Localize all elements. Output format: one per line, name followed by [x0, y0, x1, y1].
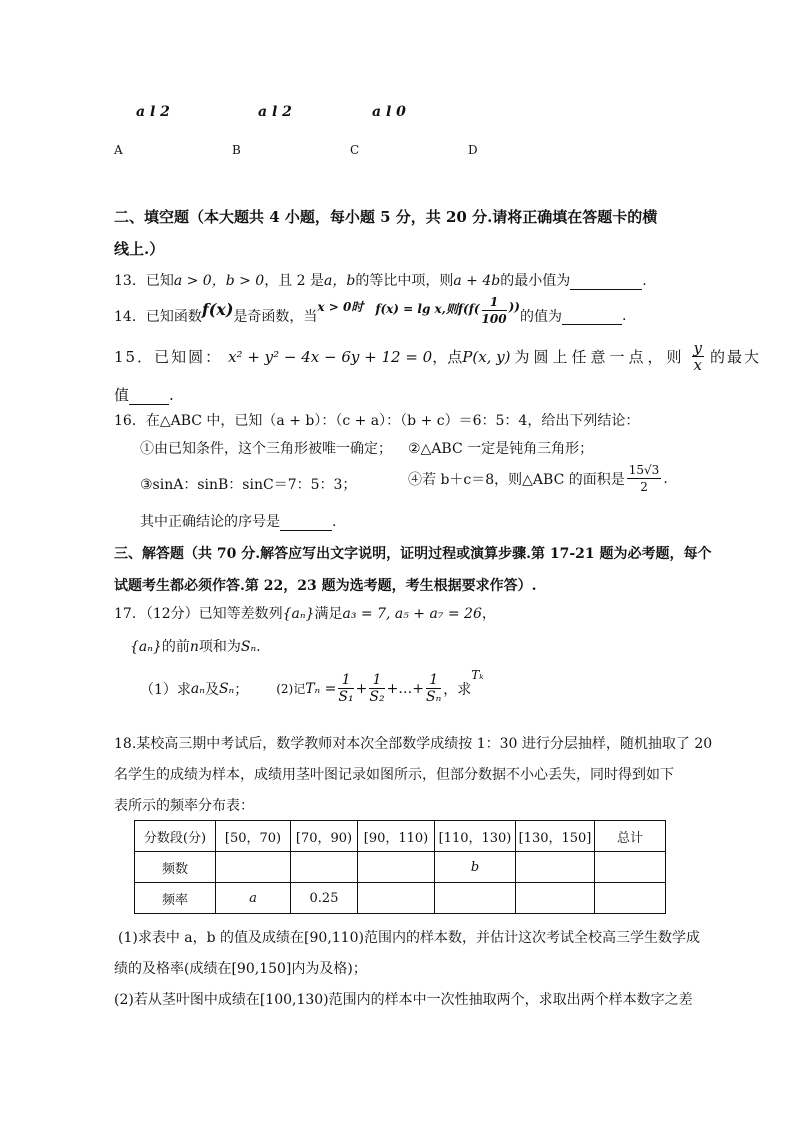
q16-c4-fraction	[627, 462, 662, 495]
q17-text-1: 17．（12分）已知等差数列	[114, 606, 283, 622]
q18-part2-line1: (2)若从茎叶图中成绩在[100,130)范围内的样本中一次性抽取两个，求取出两个样本数字之差	[114, 992, 693, 1008]
q17-tk: Tₖ	[471, 668, 484, 682]
q17-frac-1	[338, 672, 353, 705]
q13-condition: a > 0，b > 0	[173, 273, 265, 289]
q16-c4-text: ④若 b＋c＝8，则△ABC 的面积是	[408, 471, 625, 488]
q15-frac-num: y	[693, 339, 703, 357]
q17-seq2: {aₙ}	[130, 639, 162, 655]
question-14	[114, 295, 627, 327]
option-fragment-1: a l 2	[136, 104, 170, 120]
table-header-cell: 分数段(分)	[135, 821, 216, 852]
q17-frac3-den: Sₙ	[426, 689, 442, 705]
q17-part2-text: (2)记	[276, 682, 306, 696]
q17-frac2-num: 1	[369, 672, 384, 689]
q17-sn2: Sₙ	[218, 680, 235, 697]
table-cell	[595, 852, 666, 883]
q17-line2	[130, 636, 261, 656]
q16-ask-end: .	[332, 514, 337, 530]
q13-text-2: ，且 2 是	[264, 273, 325, 289]
table-cell	[291, 852, 358, 883]
q15-equation: x² + y² − 4x − 6y + 12 = 0	[228, 347, 433, 366]
q17-sequence: {aₙ}	[282, 606, 315, 622]
q18-line1: 18.某校高三期中考试后，数学教师对本次全部数学成绩按 1：30 进行分层抽样，随机抽取了 20	[114, 736, 713, 752]
q13-expr: a + 4b	[453, 273, 501, 289]
q17-text-6: .	[256, 639, 261, 655]
table-cell	[216, 852, 291, 883]
table-header-cell: [110，130)	[435, 821, 516, 852]
q15-answer-blank	[129, 386, 169, 405]
q13-text-1: 13．已知	[114, 273, 174, 289]
table-cell	[595, 883, 666, 914]
table-cell: 频数	[135, 852, 216, 883]
table-cell: 频率	[135, 883, 216, 914]
q18-line3: 表所示的频率分布表：	[114, 798, 254, 814]
q17-line1	[114, 603, 496, 623]
q18-line2: 名学生的成绩为样本，成绩用茎叶图记录如图所示，但部分数据不小心丢失，同时得到如下	[114, 767, 674, 783]
section3-heading-line1: 三、解答题（共 70 分.解答应写出文字说明，证明过程或演算步骤.第 17-21 题为必考题，每个	[114, 546, 712, 562]
frequency-distribution-table	[134, 820, 666, 914]
table-cell	[358, 883, 435, 914]
q15-text-4: 的最大	[710, 348, 762, 366]
table-cell: 0.25	[291, 883, 358, 914]
q17-frac3-num: 1	[426, 672, 441, 689]
q14-condition: x > 0时	[317, 300, 364, 314]
table-header-cell: 总计	[595, 821, 666, 852]
table-header-cell: [90，110)	[358, 821, 435, 852]
choice-label-d: D	[468, 143, 478, 157]
q16-ask-text: 其中正确结论的序号是	[140, 514, 280, 530]
q16-answer-blank	[280, 514, 332, 531]
table-header-row	[135, 821, 666, 852]
q17-plus2: +…+	[386, 680, 425, 697]
table-cell: a	[216, 883, 291, 914]
q16-c4-num: 15√3	[628, 463, 660, 477]
section2-heading-line2: 线上.）	[114, 240, 165, 258]
q16-c4-end: .	[663, 470, 668, 487]
q14-text-2: 是奇函数，当	[233, 309, 318, 325]
q17-ask: ，求	[443, 681, 472, 698]
q13-text-3: 的等比中项，则	[355, 273, 454, 289]
q14-text-1: 14．已知函数	[114, 309, 202, 325]
q18-part1-line2: 绩的及格率(成绩在[90,150]内为及格)；	[114, 961, 367, 977]
q17-part1-text: （1）求	[140, 681, 191, 698]
q17-sn: Sₙ	[240, 639, 257, 655]
q17-semicolon: ；	[234, 681, 249, 698]
table-cell	[358, 852, 435, 883]
q15-text-2: ，点	[432, 348, 463, 366]
table-header-cell: [70，90)	[291, 821, 358, 852]
q17-subquestions	[140, 668, 484, 705]
table-header-cell: [50，70)	[216, 821, 291, 852]
q13-vars: a，b	[324, 273, 356, 289]
q15-text-5: 值	[114, 386, 130, 404]
q15-point: P(x, y)	[462, 347, 511, 366]
option-fragment-3: a l 0	[372, 104, 406, 120]
q14-frac-den: 100	[481, 312, 507, 326]
q16-ask	[140, 511, 336, 531]
q17-frac1-num: 1	[338, 672, 353, 689]
q17-text-3: ，	[481, 606, 496, 622]
choice-label-b: B	[232, 143, 241, 157]
q14-fx: f(x)	[201, 300, 234, 319]
q17-frac-3	[426, 672, 441, 705]
table-cell	[435, 883, 516, 914]
q15-text-1: 15．已知圆：	[114, 348, 223, 366]
choice-label-c: C	[350, 143, 360, 157]
q14-fraction	[482, 294, 507, 327]
table-row	[135, 883, 666, 914]
q17-an: aₙ	[190, 680, 205, 697]
section2-heading-line1: 二、填空题（本大题共 4 小题，每小题 5 分，共 20 分.请将正确填在答题卡的横	[114, 208, 658, 226]
q16-conclusion-1: ①由已知条件，这个三角形被唯一确定；	[140, 441, 392, 457]
question-13	[114, 270, 647, 290]
q16-conclusion-2: ②△ABC 一定是钝角三角形；	[408, 441, 594, 457]
q17-frac1-den: S₁	[338, 689, 354, 705]
q15-text-3: 为圆上任意一点，则	[514, 348, 686, 366]
table-row	[135, 852, 666, 883]
q16-c4-den: 2	[640, 480, 648, 494]
q16-conclusion-3: ③sinA：sinB：sinC＝7：5：3；	[140, 477, 357, 493]
option-fragment-2: a l 2	[258, 104, 292, 120]
table-header-cell: [130，150]	[516, 821, 595, 852]
q14-definition: f(x) = lg x,则f(f(	[375, 302, 480, 316]
q17-plus1: +	[355, 680, 368, 697]
q13-end: .	[642, 273, 647, 289]
q14-end: .	[621, 308, 627, 324]
q14-answer-blank	[562, 308, 622, 325]
choice-label-a: A	[114, 143, 123, 157]
q17-frac-2	[369, 672, 384, 705]
q15-fraction	[692, 340, 704, 373]
question-15-cont	[114, 384, 174, 405]
q17-text-5: 项和为	[198, 639, 241, 655]
table-cell: b	[435, 852, 516, 883]
q17-text-4: 的前	[161, 639, 190, 655]
question-15	[114, 340, 761, 373]
table-cell	[516, 883, 595, 914]
q16-conclusion-4	[408, 462, 668, 495]
q18-part1-line1: (1)求表中 a，b 的值及成绩在[90,110)范围内的样本数，并估计这次考试全校高三学生数学成	[118, 930, 700, 946]
q17-n: n	[189, 639, 199, 655]
q14-close: ))	[508, 300, 520, 314]
table-cell	[516, 852, 595, 883]
q13-text-4: 的最小值为	[500, 273, 571, 289]
q14-text-3: 的值为	[519, 309, 562, 325]
q16-stem: 16．在△ABC 中，已知（a + b）：（c + a）：（b + c）＝6：5：4，给出下列结论：	[114, 413, 640, 429]
q17-text-2: 满足	[314, 606, 343, 622]
q14-frac-num: 1	[482, 294, 507, 311]
q17-condition: a₃ = 7, a₅ + a₇ = 26	[342, 606, 482, 622]
q13-answer-blank	[570, 273, 642, 290]
section3-heading-line2: 试题考生都必须作答.第 22，23 题为选考题，考生根据要求作答）.	[114, 578, 537, 594]
q17-tn: Tₙ =	[305, 680, 337, 697]
q17-frac2-den: S₂	[369, 689, 385, 705]
q17-and: 及	[204, 681, 219, 698]
q15-end: .	[169, 386, 174, 404]
q15-frac-den: x	[693, 356, 703, 374]
